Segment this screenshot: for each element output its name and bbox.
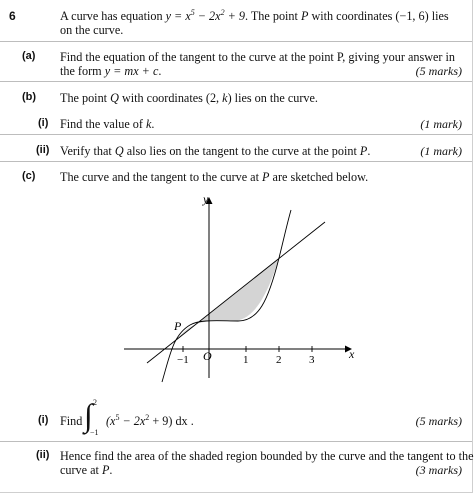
section-divider: [0, 441, 472, 442]
tangent-line: [147, 222, 325, 363]
part-c-text: The curve and the tangent to the curve at P are sketched below.: [60, 170, 369, 184]
part-c-ii-line1: Hence find the area of the shaded region bounded by the curve and the tangent to the: [60, 449, 474, 463]
part-b-i-marks: (1 mark): [420, 117, 462, 131]
curve-equation: $y = x^5 - 2x^2 + 9$: [165, 8, 245, 23]
part-c-i-find: Find: [60, 414, 83, 428]
part-c-i-label: (i): [38, 414, 49, 426]
part-c-ii-line2: curve at P.: [60, 463, 113, 477]
part-a-label: (a): [22, 50, 36, 62]
part-c-i-marks: (5 marks): [415, 414, 462, 428]
part-c-ii-marks: (3 marks): [415, 463, 462, 477]
origin-label: O: [203, 349, 212, 363]
part-b-label: (b): [22, 91, 37, 103]
part-b-i-label: (i): [38, 117, 49, 129]
integral-sign: ∫: [84, 397, 93, 433]
question-intro-line1: A curve has equation $y = x^5 - 2x^2 + 9$. The point P with coordinates (−1, 6) lies: [60, 8, 449, 23]
question-number: 6: [9, 9, 16, 23]
x-axis-label: x: [349, 347, 355, 361]
tick-label: 2: [276, 354, 282, 366]
integral-lower-limit: −1: [90, 428, 99, 437]
intro-text: A curve has equation: [60, 9, 166, 23]
part-b-i-text: Find the value of k.: [60, 117, 155, 131]
part-a-line1: Find the equation of the tangent to the curve at the point P, giving your answer in: [60, 50, 455, 64]
part-b-ii-label: (ii): [36, 144, 50, 156]
part-b-ii-text: Verify that Q also lies on the tangent to the curve at the point P.: [60, 144, 371, 158]
tick-label: 3: [309, 354, 315, 366]
tick-label: 1: [243, 354, 249, 366]
y-axis-label: y: [203, 192, 209, 206]
part-b-text: The point Q with coordinates (2, k) lies on the curve.: [60, 91, 318, 105]
point-p-label: P: [174, 319, 182, 333]
part-b-ii-marks: (1 mark): [420, 144, 462, 158]
integral-upper-limit: 2: [93, 398, 97, 407]
integrand: $(x^5 - 2x^2 + 9)$ dx .: [106, 413, 194, 428]
question-intro-line2: on the curve.: [60, 23, 124, 37]
tick-label: −1: [177, 354, 189, 366]
part-a-line2: the form y = mx + c.: [60, 64, 162, 78]
part-c-ii-label: (ii): [36, 449, 50, 461]
part-c-label: (c): [22, 170, 36, 182]
part-a-marks: (5 marks): [415, 64, 462, 78]
